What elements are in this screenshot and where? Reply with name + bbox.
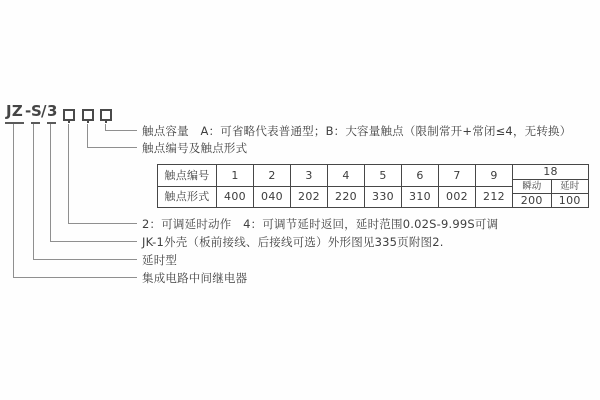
contact-column-1 — [216, 165, 253, 207]
model-dash: - — [25, 102, 32, 120]
callout-relay-name: 集成电路中间继电器 — [142, 271, 248, 285]
contact-number: 3 — [305, 168, 313, 182]
subheader-instant: 瞬动 — [522, 180, 542, 192]
contact-table — [157, 164, 589, 208]
row-header-contact-number: 触点编号 — [164, 168, 210, 182]
contact-form: 040 — [254, 186, 290, 207]
contact-table-header-column — [158, 165, 216, 207]
form-instant: 200 — [520, 193, 543, 207]
contact-form: 330 — [365, 186, 401, 207]
contact-number: 4 — [342, 168, 350, 182]
contact-form: 202 — [291, 186, 327, 207]
form-delayed: 100 — [551, 194, 589, 207]
row-header-contact-form: 触点形式 — [158, 186, 216, 207]
contact-form: 310 — [402, 186, 438, 207]
contact-form: 212 — [476, 186, 512, 207]
contact-column-18-group — [512, 165, 588, 207]
model-slash: / — [41, 102, 47, 120]
callout-delay-action: 2：可调延时动作 4：可调节延时返回，延时范围0.02S-9.99S可调 — [142, 217, 499, 231]
subheader-delayed: 延时 — [551, 180, 589, 193]
model-part-s: S — [31, 103, 40, 124]
contact-number: 1 — [231, 168, 239, 182]
contact-form: 400 — [217, 186, 253, 207]
model-placeholder-box-2 — [82, 109, 94, 121]
callout-contact-number-form: 触点编号及触点形式 — [142, 141, 248, 155]
contact-column-7 — [438, 165, 475, 207]
contact-form: 220 — [328, 186, 364, 207]
leader-line-contact-capacity — [105, 124, 137, 131]
model-part-3: 3 — [47, 103, 56, 124]
callout-delay-type: 延时型 — [142, 253, 178, 267]
contact-number: 7 — [453, 168, 461, 182]
contact-column-2 — [253, 165, 290, 207]
callout-case-type: JK-1外壳（板前接线、后接线可选）外形图见335页附图2. — [142, 235, 444, 249]
contact-number: 9 — [490, 168, 498, 182]
contact-form: 002 — [439, 186, 475, 207]
contact-column-6 — [401, 165, 438, 207]
contact-number: 6 — [416, 168, 424, 182]
contact-number: 2 — [268, 168, 276, 182]
contact-column-3 — [290, 165, 327, 207]
model-part-jz: JZ — [5, 103, 24, 124]
contact-column-9 — [475, 165, 512, 207]
contact-column-5 — [364, 165, 401, 207]
contact-number: 5 — [379, 168, 387, 182]
contact-number-18: 18 — [543, 165, 558, 178]
group18-forms — [513, 193, 588, 207]
model-placeholder-box-3 — [100, 109, 112, 121]
group18-subheaders — [513, 179, 588, 193]
contact-column-4 — [327, 165, 364, 207]
model-placeholder-box-1 — [63, 109, 75, 121]
callout-contact-capacity: 触点容量 A：可省略代表普通型；B：大容量触点（限制常开+常闭≤4，无转换） — [142, 124, 572, 138]
